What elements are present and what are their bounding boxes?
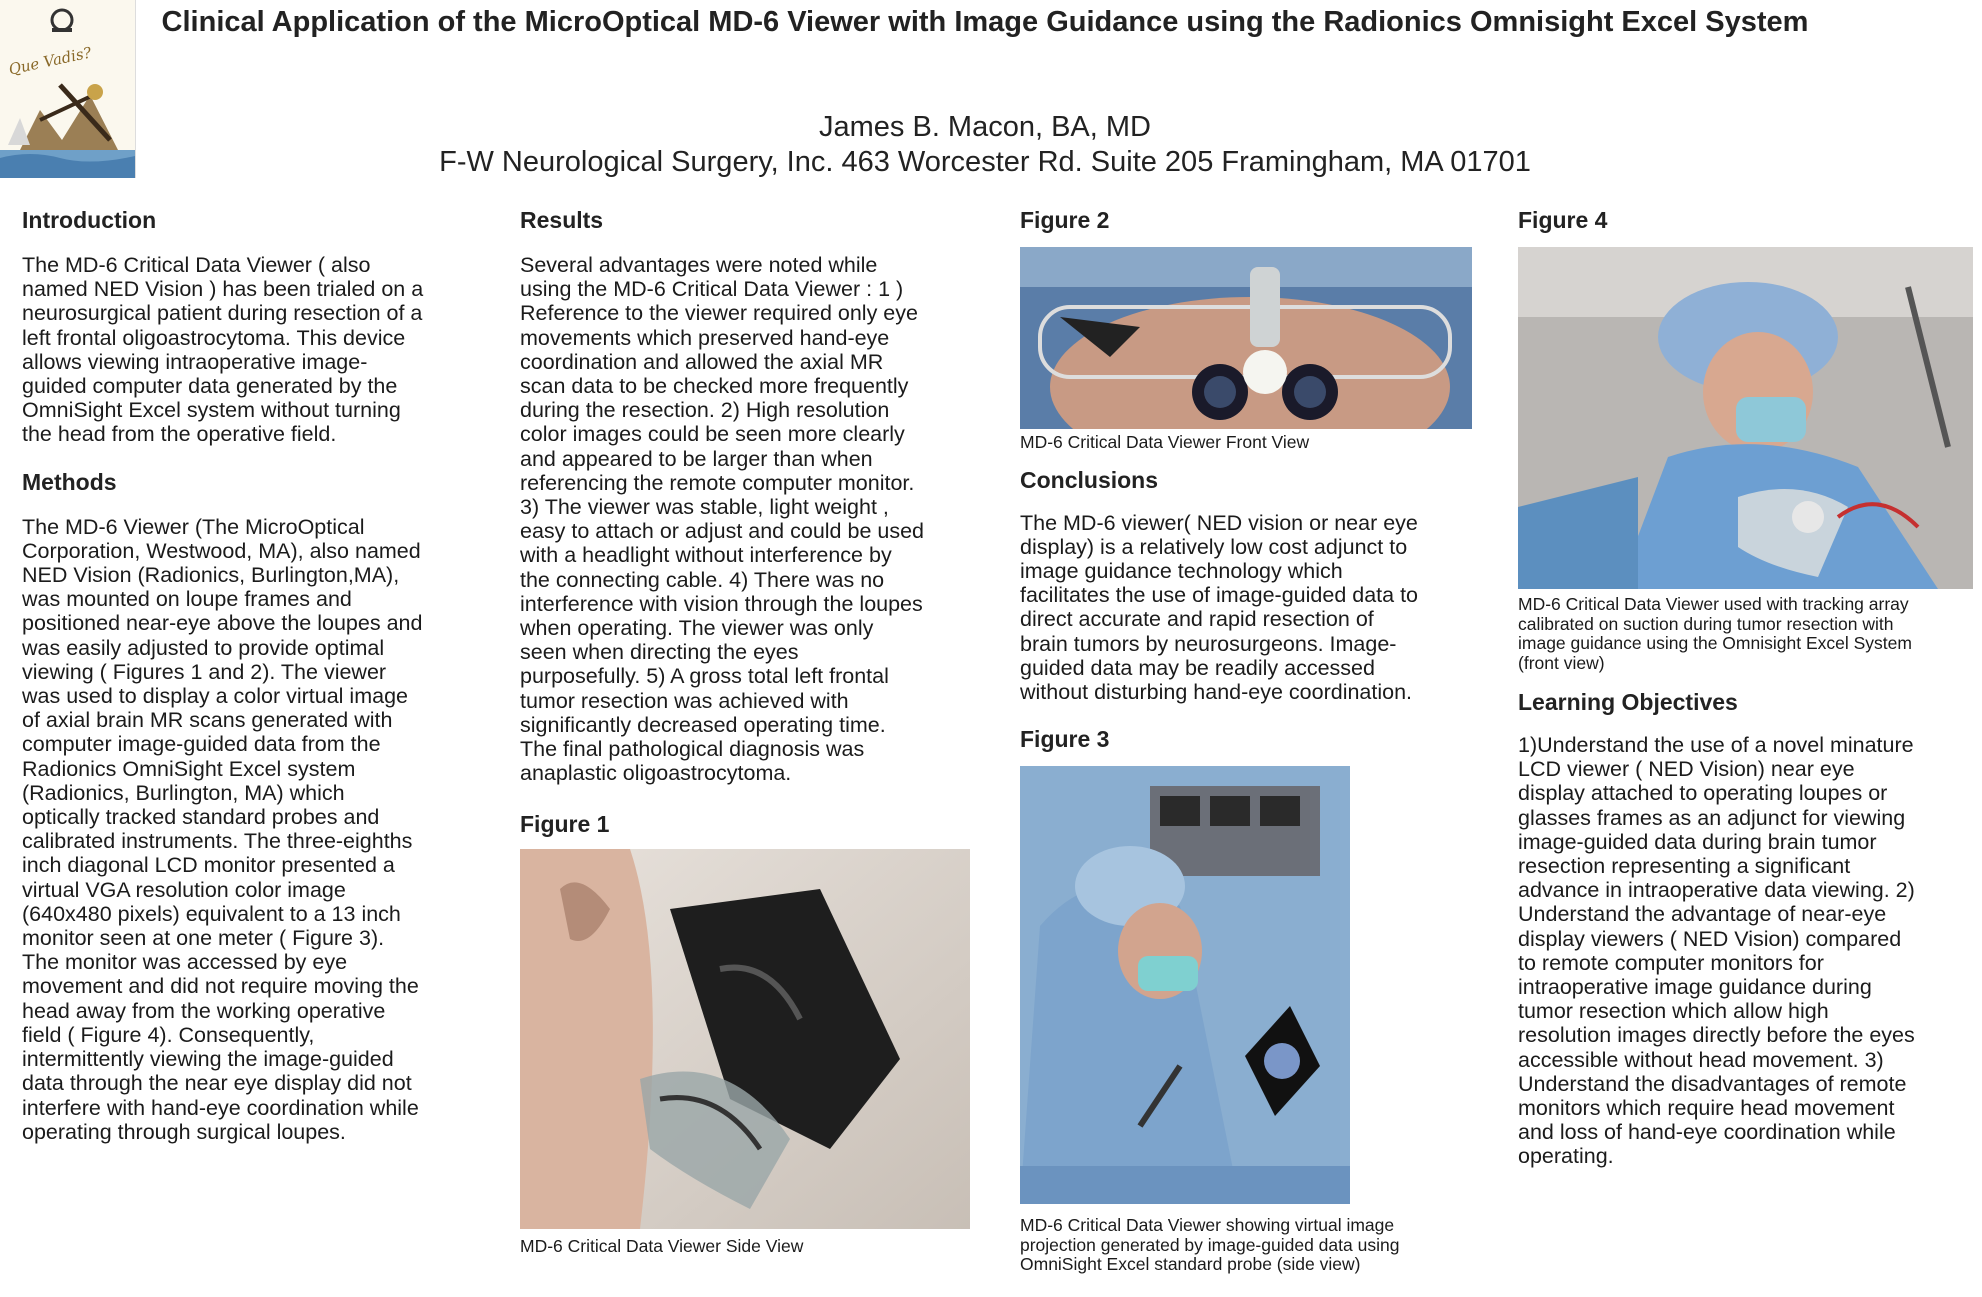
learning-objectives-heading: Learning Objectives (1518, 689, 1738, 715)
column-3 (1020, 205, 1480, 1275)
figure4-image (1518, 247, 1973, 589)
affiliation: F-W Neurological Surgery, Inc. 463 Worcester Rd. Suite 205 Framingham, MA 01701 (439, 146, 1531, 178)
viewer-side-photo (520, 849, 970, 1229)
logo-emblem (0, 0, 135, 178)
conclusions-heading: Conclusions (1020, 466, 1159, 493)
figure2-image (1020, 247, 1472, 429)
learning-objectives-text: 1)Understand the use of a novel minature LCD viewer ( NED Vision) near eye display attached to operating loupes or glasses frames as an adjunct for viewing image-guided data during brain tumor resection representing a significant advance in intraoperative data viewing. 2) Understand the advantage of near-eye display viewers ( NED Vision) compared to remote computer monitors for intraoperative image guidance during tumor resection which allow high resolution images directly before the eyes accessible without head movement. 3) Understand the disadvantages of remote monitors which require head movement and loss of hand-eye coordination while operating. (1518, 733, 1915, 1169)
viewer-front-photo (1020, 247, 1472, 429)
figure1-heading: Figure 1 (520, 811, 610, 838)
figure4-heading: Figure 4 (1518, 207, 1608, 233)
column-1 (22, 205, 482, 1144)
results-heading: Results (520, 207, 604, 233)
surgeon-front-photo (1518, 247, 1973, 589)
figure2-heading: Figure 2 (1020, 207, 1110, 233)
methods-heading: Methods (22, 468, 117, 495)
figure3-heading: Figure 3 (1020, 726, 1110, 753)
figure1-caption: MD-6 Critical Data Viewer Side View (520, 1236, 804, 1257)
figure3-caption: MD-6 Critical Data Viewer showing virtual image projection generated by image-guided data using OmniSight Excel standard probe (side view) (1020, 1215, 1400, 1275)
methods-text: The MD-6 Viewer (The MicroOptical Corporation, Westwood, MA), also named NED Vision (Radionics, Burlington,MA), was mounted on loupe frames and positioned near-eye above the loupes and was easily adjusted to provide optimal viewing ( Figures 1 and 2). The viewer was used to display a color virtual image of axial brain MR scans generated with computer image-guided data from the Radionics OmniSight Excel system (Radionics, Burlington, MA) which optically tracked standard probes and calibrated instruments. The three-eighths inch diagonal LCD monitor presented a virtual VGA resolution color image (640x480 pixels) equivalent to a 13 inch monitor seen at one meter ( Figure 3). The monitor was accessed by eye movement and did not require moving the head away from the working operative field ( Figure 4). Consequently, intermittently viewing the image-guided data through the near eye display did not interfere with hand-eye coordination while operating through surgical loupes. (22, 514, 423, 1144)
logo (0, 0, 136, 178)
results-text: Several advantages were noted while using the MD-6 Critical Data Viewer : 1 ) Reference to the viewer required only eye movements which preserved hand-eye coordination and allowed the axial MR scan data to be checked more frequently during the resection. 2) High resolution color images could be seen more clearly and appeared to be larger than when referencing the remote computer monitor. 3) The viewer was stable, light weight , easy to attach or adjust and could be used with a headlight without interference by the connecting cable. 4) There was no interference with vision through the loupes when operating. The viewer was only seen when directing the eyes purposefully. 5) A gross total left frontal tumor resection was achieved with significantly decreased operating time. The final pathological diagnosis was anaplastic oligoastrocytoma. (520, 253, 924, 786)
conclusions-text: The MD-6 viewer( NED vision or near eye display) is a relatively low cost adjunct to image guidance technology which facilitates the use of image-guided data to direct accurate and rapid resection of brain tumors by neurosurgeons. Image- guided data may be readily accessed without disturbing hand-eye coordination. (1020, 510, 1419, 704)
poster-title: Clinical Application of the MicroOptical MD-6 Viewer with Image Guidance using the Radionics Omnisight Excel System (161, 6, 1809, 38)
figure1-image (520, 849, 970, 1229)
figure2-caption: MD-6 Critical Data Viewer Front View (1020, 432, 1310, 452)
author-name: James B. Macon, BA, MD (819, 111, 1151, 143)
figure4-caption: MD-6 Critical Data Viewer used with tracking array calibrated on suction during tumor resection with image guidance using the Omnisight Excel System (front view) (1518, 594, 1912, 673)
column-4 (1518, 205, 1978, 1169)
introduction-heading: Introduction (22, 207, 157, 233)
figure3-image (1020, 766, 1350, 1204)
viewer-in-surgery-photo (1020, 766, 1350, 1204)
column-2 (520, 205, 980, 1257)
introduction-text: The MD-6 Critical Data Viewer ( also named NED Vision ) has been trialed on a neurosurgical patient during resection of a left frontal oligoastrocytoma. This device allows viewing intraoperative image- guided computer data generated by the OmniSight Excel system without turning the head from the operative field. (22, 253, 424, 447)
logo-script-text: Que Vadis? (7, 43, 94, 79)
author-block (135, 110, 1835, 180)
